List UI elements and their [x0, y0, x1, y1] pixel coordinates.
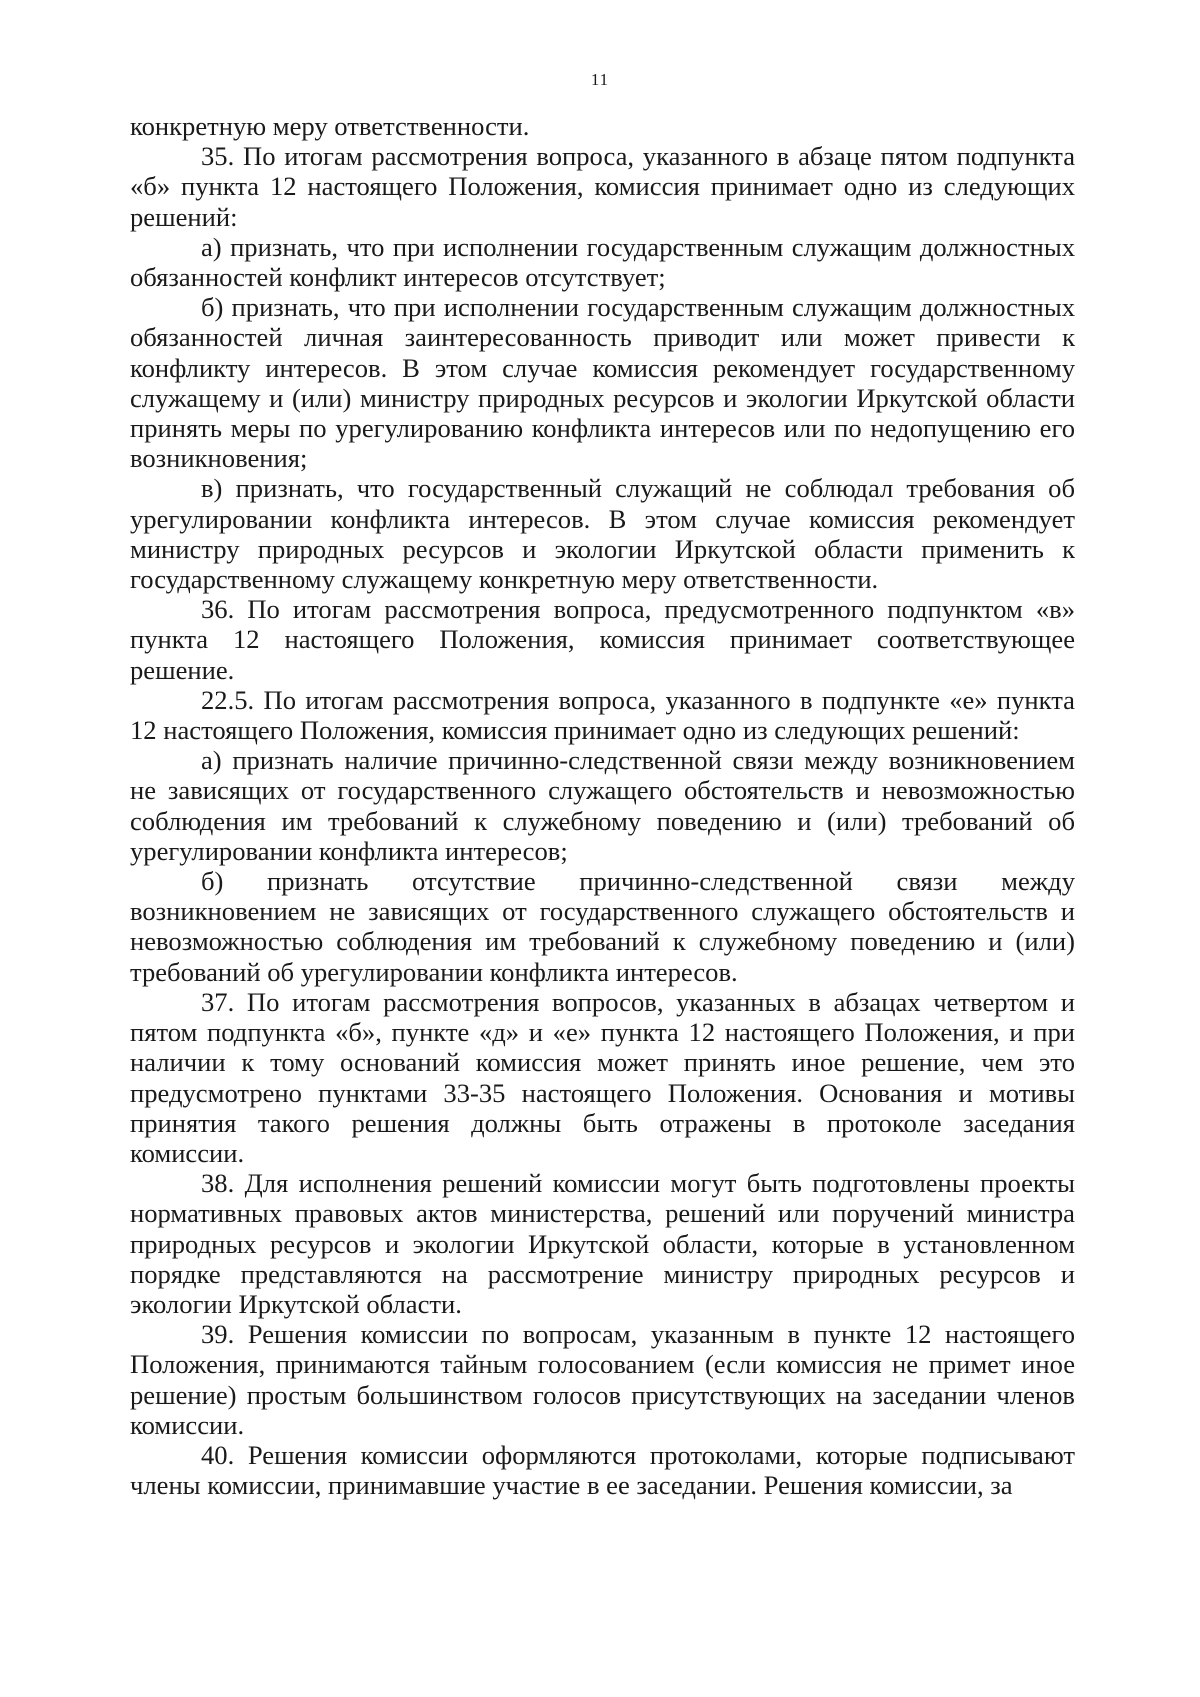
paragraph-continuation: конкретную меру ответственности. — [130, 111, 530, 141]
paragraph-37: 37. По итогам рассмотрения вопросов, указанных в абзацах четвертом и пятом подпункта «б», пункте «д» и «е» пункта 12 настоящего Положения, и при наличии к тому оснований комиссия может принять иное решение, чем это предусмотрено пунктами 33-35 настоящего Положения. Основания и мотивы принятия такого решения должны быть отражены в протоколе заседания комиссии. — [130, 986, 1075, 1168]
paragraph-39: 39. Решения комиссии по вопросам, указанным в пункте 12 настоящего Положения, принимаются тайным голосованием (если комиссия не примет иное решение) простым большинством голосов присутствующих на заседании членов комиссии. — [130, 1319, 1075, 1440]
paragraph-22-5-a: а) признать наличие причинно-следственной связи между возникновением не зависящих от государственного служащего обстоятельств и невозможностью соблюдения им требований к служебному поведению и (или) требований об урегулировании конфликта интересов; — [130, 745, 1075, 866]
document-body — [130, 111, 1075, 1500]
paragraph-35: 35. По итогам рассмотрения вопроса, указанного в абзаце пятом подпункта «б» пункта 12 настоящего Положения, комиссия принимает одно из следующих решений: — [130, 141, 1075, 232]
paragraph-35-a: а) признать, что при исполнении государственным служащим должностных обязанностей конфликт интересов отсутствует; — [130, 231, 1075, 293]
paragraph-22-5: 22.5. По итогам рассмотрения вопроса, указанного в подпункте «е» пункта 12 настоящего Положения, комиссия принимает одно из следующих решений: — [130, 684, 1075, 746]
paragraph-35-b: б) признать, что при исполнении государственным служащим должностных обязанностей личная заинтересованность приводит или может привести к конфликту интересов. В этом случае комиссия рекомендует государственному служащему и (или) министру природных ресурсов и экологии Иркутской области принять меры по урегулированию конфликта интересов или по недопущению его возникновения; — [130, 292, 1075, 474]
paragraph-36: 36. По итогам рассмотрения вопроса, предусмотренного подпунктом «в» пункта 12 настоящего Положения, комиссия принимает соответствующее решение. — [130, 594, 1075, 685]
page-number: 11 — [590, 70, 610, 89]
paragraph-22-5-b: б) признать отсутствие причинно-следственной связи между возникновением не зависящих от государственного служащего обстоятельств и невозможностью соблюдения им требований к служебному поведению и (или) требований об урегулировании конфликта интересов. — [130, 866, 1075, 987]
paragraph-40: 40. Решения комиссии оформляются протоколами, которые подписывают члены комиссии, принимавшие участие в ее заседании. Решения комиссии, за — [130, 1439, 1075, 1501]
paragraph-38: 38. Для исполнения решений комиссии могут быть подготовлены проекты нормативных правовых актов министерства, решений или поручений министра природных ресурсов и экологии Иркутской области, которые в установленном порядке представляются на рассмотрение министру природных ресурсов и экологии Иркутской области. — [130, 1168, 1075, 1319]
paragraph-35-v: в) признать, что государственный служащий не соблюдал требования об урегулировании конфликта интересов. В этом случае комиссия рекомендует министру природных ресурсов и экологии Иркутской области применить к государственному служащему конкретную меру ответственности. — [130, 473, 1075, 595]
